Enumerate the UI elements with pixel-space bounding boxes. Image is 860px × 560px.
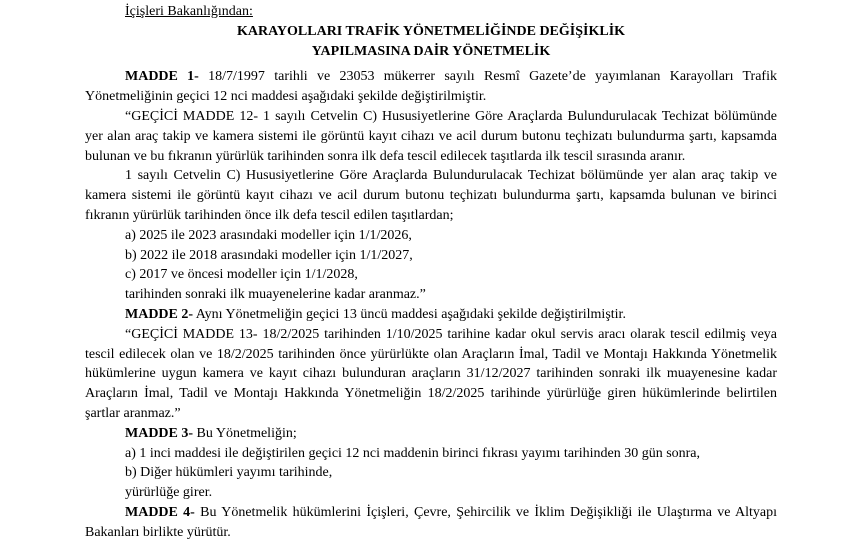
model-item-b xyxy=(85,246,777,266)
model-item-b-text: b) 2022 ile 2018 arasındaki modeller için 1/1/2027, xyxy=(125,247,413,263)
gecici-madde-12-text: “GEÇİCİ MADDE 12- 1 sayılı Cetvelin C) Hususiyetlerine Göre Araçlarda Bulundurulacak Techizat bölümünde yer alan araç takip ve kamera sistemi ile görüntü kayıt cihazı ve acil durum butonu teçhizatı bulundurma şartı, kapsamda bulunan ve bu fıkranın yürürlük tarihinden sonra ilk defa tescil edilecek taşıtlarda ilk tescil sırasında aranır. xyxy=(85,108,777,164)
madde-1-label: MADDE 1- xyxy=(125,69,199,85)
yururluk-item-a xyxy=(85,444,777,464)
cetvel-fikra-paragraph xyxy=(85,166,777,225)
document-title xyxy=(85,22,777,62)
madde-1-paragraph xyxy=(85,67,777,107)
madde-1-text: 18/7/1997 tarihli ve 23053 mükerrer sayılı Resmî Gazete’de yayımlanan Karayolları Trafik Yönetmeliğinin geçici 12 nci maddesi aşağıdaki şekilde değiştirilmiştir. xyxy=(85,69,777,105)
madde-3-paragraph xyxy=(85,424,777,444)
gecici-madde-13-text: “GEÇİCİ MADDE 13- 18/2/2025 tarihinden 1/10/2025 tarihine kadar okul servis aracı olarak tescil edilmiş veya tescil edilecek olan ve 18/2/2025 tarihinden önce yürürlükte olan Araçların İmal, Tadil ve Montajı Hakkında Yönetmelik hükümlerine uygun kamera ve kayıt cihazı bulunduran araçların 31/12/2027 tarihinden sonraki ilk muayenesine kadar Araçların İmal, Tadil ve Montajı Hakkında Yönetmeliğin 18/2/2025 tarihinde yürürlüğe giren hükümlerinde belirtilen şartlar aranmaz.” xyxy=(85,326,777,421)
gecici-madde-13-paragraph xyxy=(85,325,777,424)
madde-2-text: Aynı Yönetmeliğin geçici 13 üncü maddesi aşağıdaki şekilde değiştirilmiştir. xyxy=(193,306,626,322)
model-item-a xyxy=(85,226,777,246)
madde-4-paragraph xyxy=(85,503,777,543)
madde-2-paragraph xyxy=(85,305,777,325)
aranmaz-closing-text: tarihinden sonraki ilk muayenelerine kadar aranmaz.” xyxy=(125,287,426,303)
title-line-2: YAPILMASINA DAİR YÖNETMELİK xyxy=(311,43,551,59)
aranmaz-closing-line xyxy=(85,285,777,305)
yururluk-item-b xyxy=(85,463,777,483)
yururluk-item-a-text: a) 1 inci maddesi ile değiştirilen geçici 12 nci maddenin birinci fıkrası yayımı tarihinden 30 gün sonra, xyxy=(125,445,701,461)
madde-2-label: MADDE 2- xyxy=(125,306,194,322)
gecici-madde-12-paragraph xyxy=(85,107,777,166)
title-line-1: KARAYOLLARI TRAFİK YÖNETMELİĞİNDE DEĞİŞİKLİK xyxy=(236,23,626,39)
model-item-c xyxy=(85,265,777,285)
madde-4-text: Bu Yönetmelik hükümlerini İçişleri, Çevre, Şehircilik ve İklim Değişikliği ile Ulaştırma ve Altyapı Bakanları birlikte yürütür. xyxy=(85,504,778,540)
model-item-a-text: a) 2025 ile 2023 arasındaki modeller için 1/1/2026, xyxy=(125,227,412,243)
madde-3-text: Bu Yönetmeliğin; xyxy=(193,425,297,441)
madde-3-label: MADDE 3- xyxy=(125,425,194,441)
issuing-authority-line xyxy=(85,2,777,22)
yururluge-girer-line xyxy=(85,483,777,503)
issuing-authority-text: İçişleri Bakanlığından: xyxy=(125,4,253,19)
model-item-c-text: c) 2017 ve öncesi modeller için 1/1/2028, xyxy=(125,267,358,283)
madde-4-label: MADDE 4- xyxy=(125,504,195,520)
cetvel-fikra-text: 1 sayılı Cetvelin C) Hususiyetlerine Göre Araçlarda Bulundurulacak Techizat bölümünde yer alan araç takip ve kamera sistemi ile görüntü kayıt cihazı ve acil durum butonu teçhizatı bulundurma şartı, kapsamda bulunan ve birinci fıkranın yürürlük tarihinden önce ilk defa tescil edilen taşıtlardan; xyxy=(85,168,777,223)
yururluk-item-b-text: b) Diğer hükümleri yayımı tarihinde, xyxy=(125,465,333,481)
yururluge-girer-text: yürürlüğe girer. xyxy=(125,485,213,501)
